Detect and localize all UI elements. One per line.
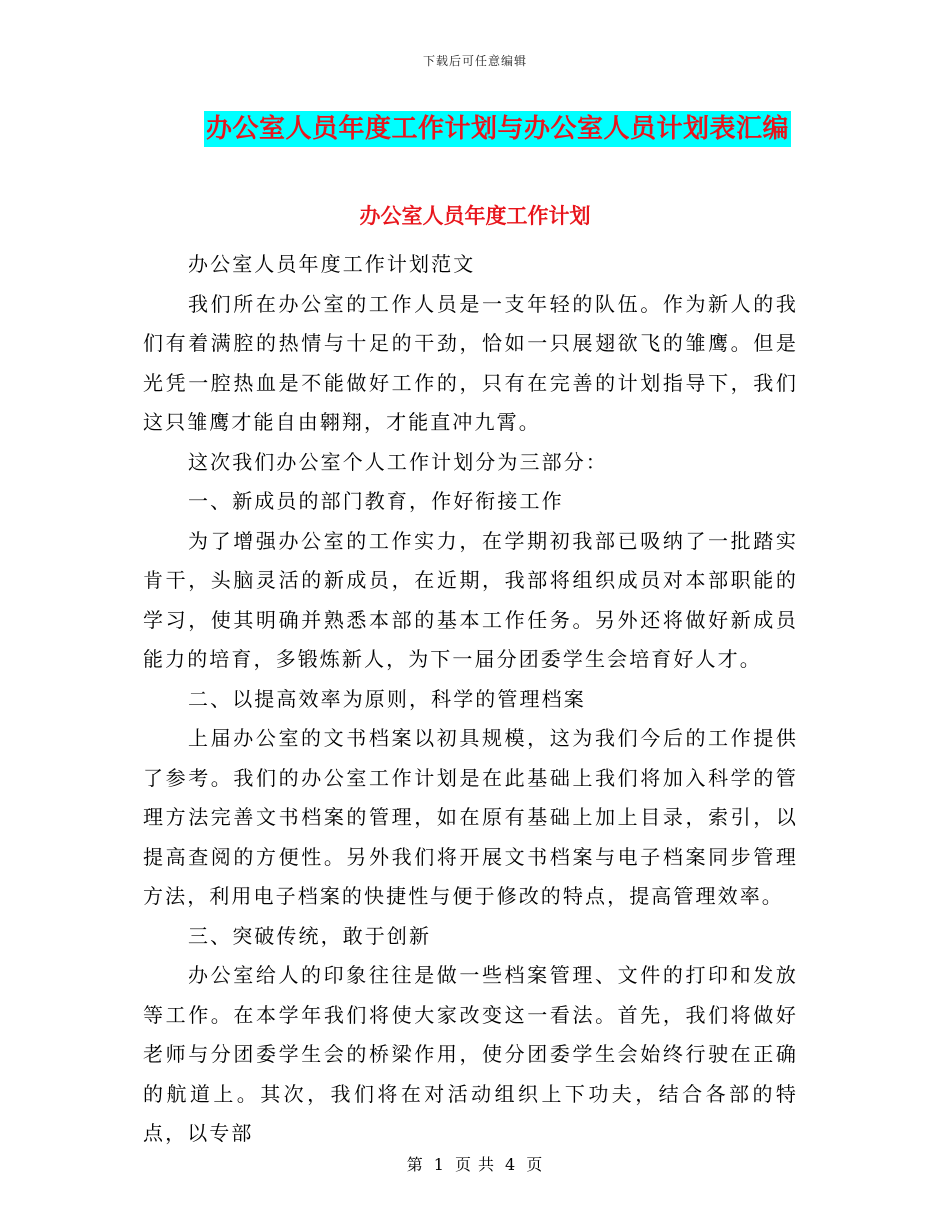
main-title-wrap	[0, 111, 950, 147]
paragraph: 上届办公室的文书档案以初具规模，这为我们今后的工作提供了参考。我们的办公室工作计划是在此基础上我们将加入科学的管理方法完善文书档案的管理，如在原有基础上加上目录，索引，以提高查阅的方便性。另外我们将开展文书档案与电子档案同步管理方法，利用电子档案的快捷性与便于修改的特点，提高管理效率。	[143, 726, 798, 908]
paragraph: 办公室人员年度工作计划范文	[188, 252, 476, 276]
section-heading: 二、以提高效率为原则，科学的管理档案	[188, 686, 586, 711]
main-title: 办公室人员年度工作计划与办公室人员计划表汇编	[204, 111, 791, 147]
page-suffix: 页	[526, 1155, 544, 1174]
paragraph: 我们所在办公室的工作人员是一支年轻的队伍。作为新人的我们有着满腔的热情与十足的干劲，恰如一只展翅欲飞的雏鹰。但是光凭一腔热血是不能做好工作的，只有在完善的计划指导下，我们这只雏鹰才能自由翱翔，才能直冲九霄。	[143, 291, 798, 434]
paragraph: 这次我们办公室个人工作计划分为三部分：	[188, 449, 608, 474]
page-current: 1	[433, 1155, 445, 1174]
page-total: 4	[505, 1155, 517, 1174]
page-prefix: 第	[406, 1155, 424, 1174]
header-note: 下载后可任意编辑	[422, 54, 527, 68]
paragraph: 办公室给人的印象往往是做一些档案管理、文件的打印和发放等工作。在本学年我们将使大家改变这一看法。首先，我们将做好老师与分团委学生会的桥梁作用，使分团委学生会始终行驶在正确的航道上。其次，我们将在对活动组织上下功夫，结合各部的特点，以专部	[143, 963, 798, 1145]
paragraph: 为了增强办公室的工作实力，在学期初我部已吸纳了一批踏实肯干，头脑灵活的新成员，在近期，我部将组织成员对本部职能的学习，使其明确并熟悉本部的基本工作任务。另外还将做好新成员能力的培育，多锻炼新人，为下一届分团委学生会培育好人才。	[143, 528, 798, 671]
section-heading: 一、新成员的部门教育，作好衔接工作	[188, 489, 564, 513]
page-footer	[0, 1152, 950, 1175]
page-mid: 页 共	[454, 1155, 496, 1174]
section-heading: 三、突破传统，敢于创新	[188, 923, 432, 948]
section-title: 办公室人员年度工作计划	[359, 203, 591, 228]
document-body	[143, 245, 798, 1154]
